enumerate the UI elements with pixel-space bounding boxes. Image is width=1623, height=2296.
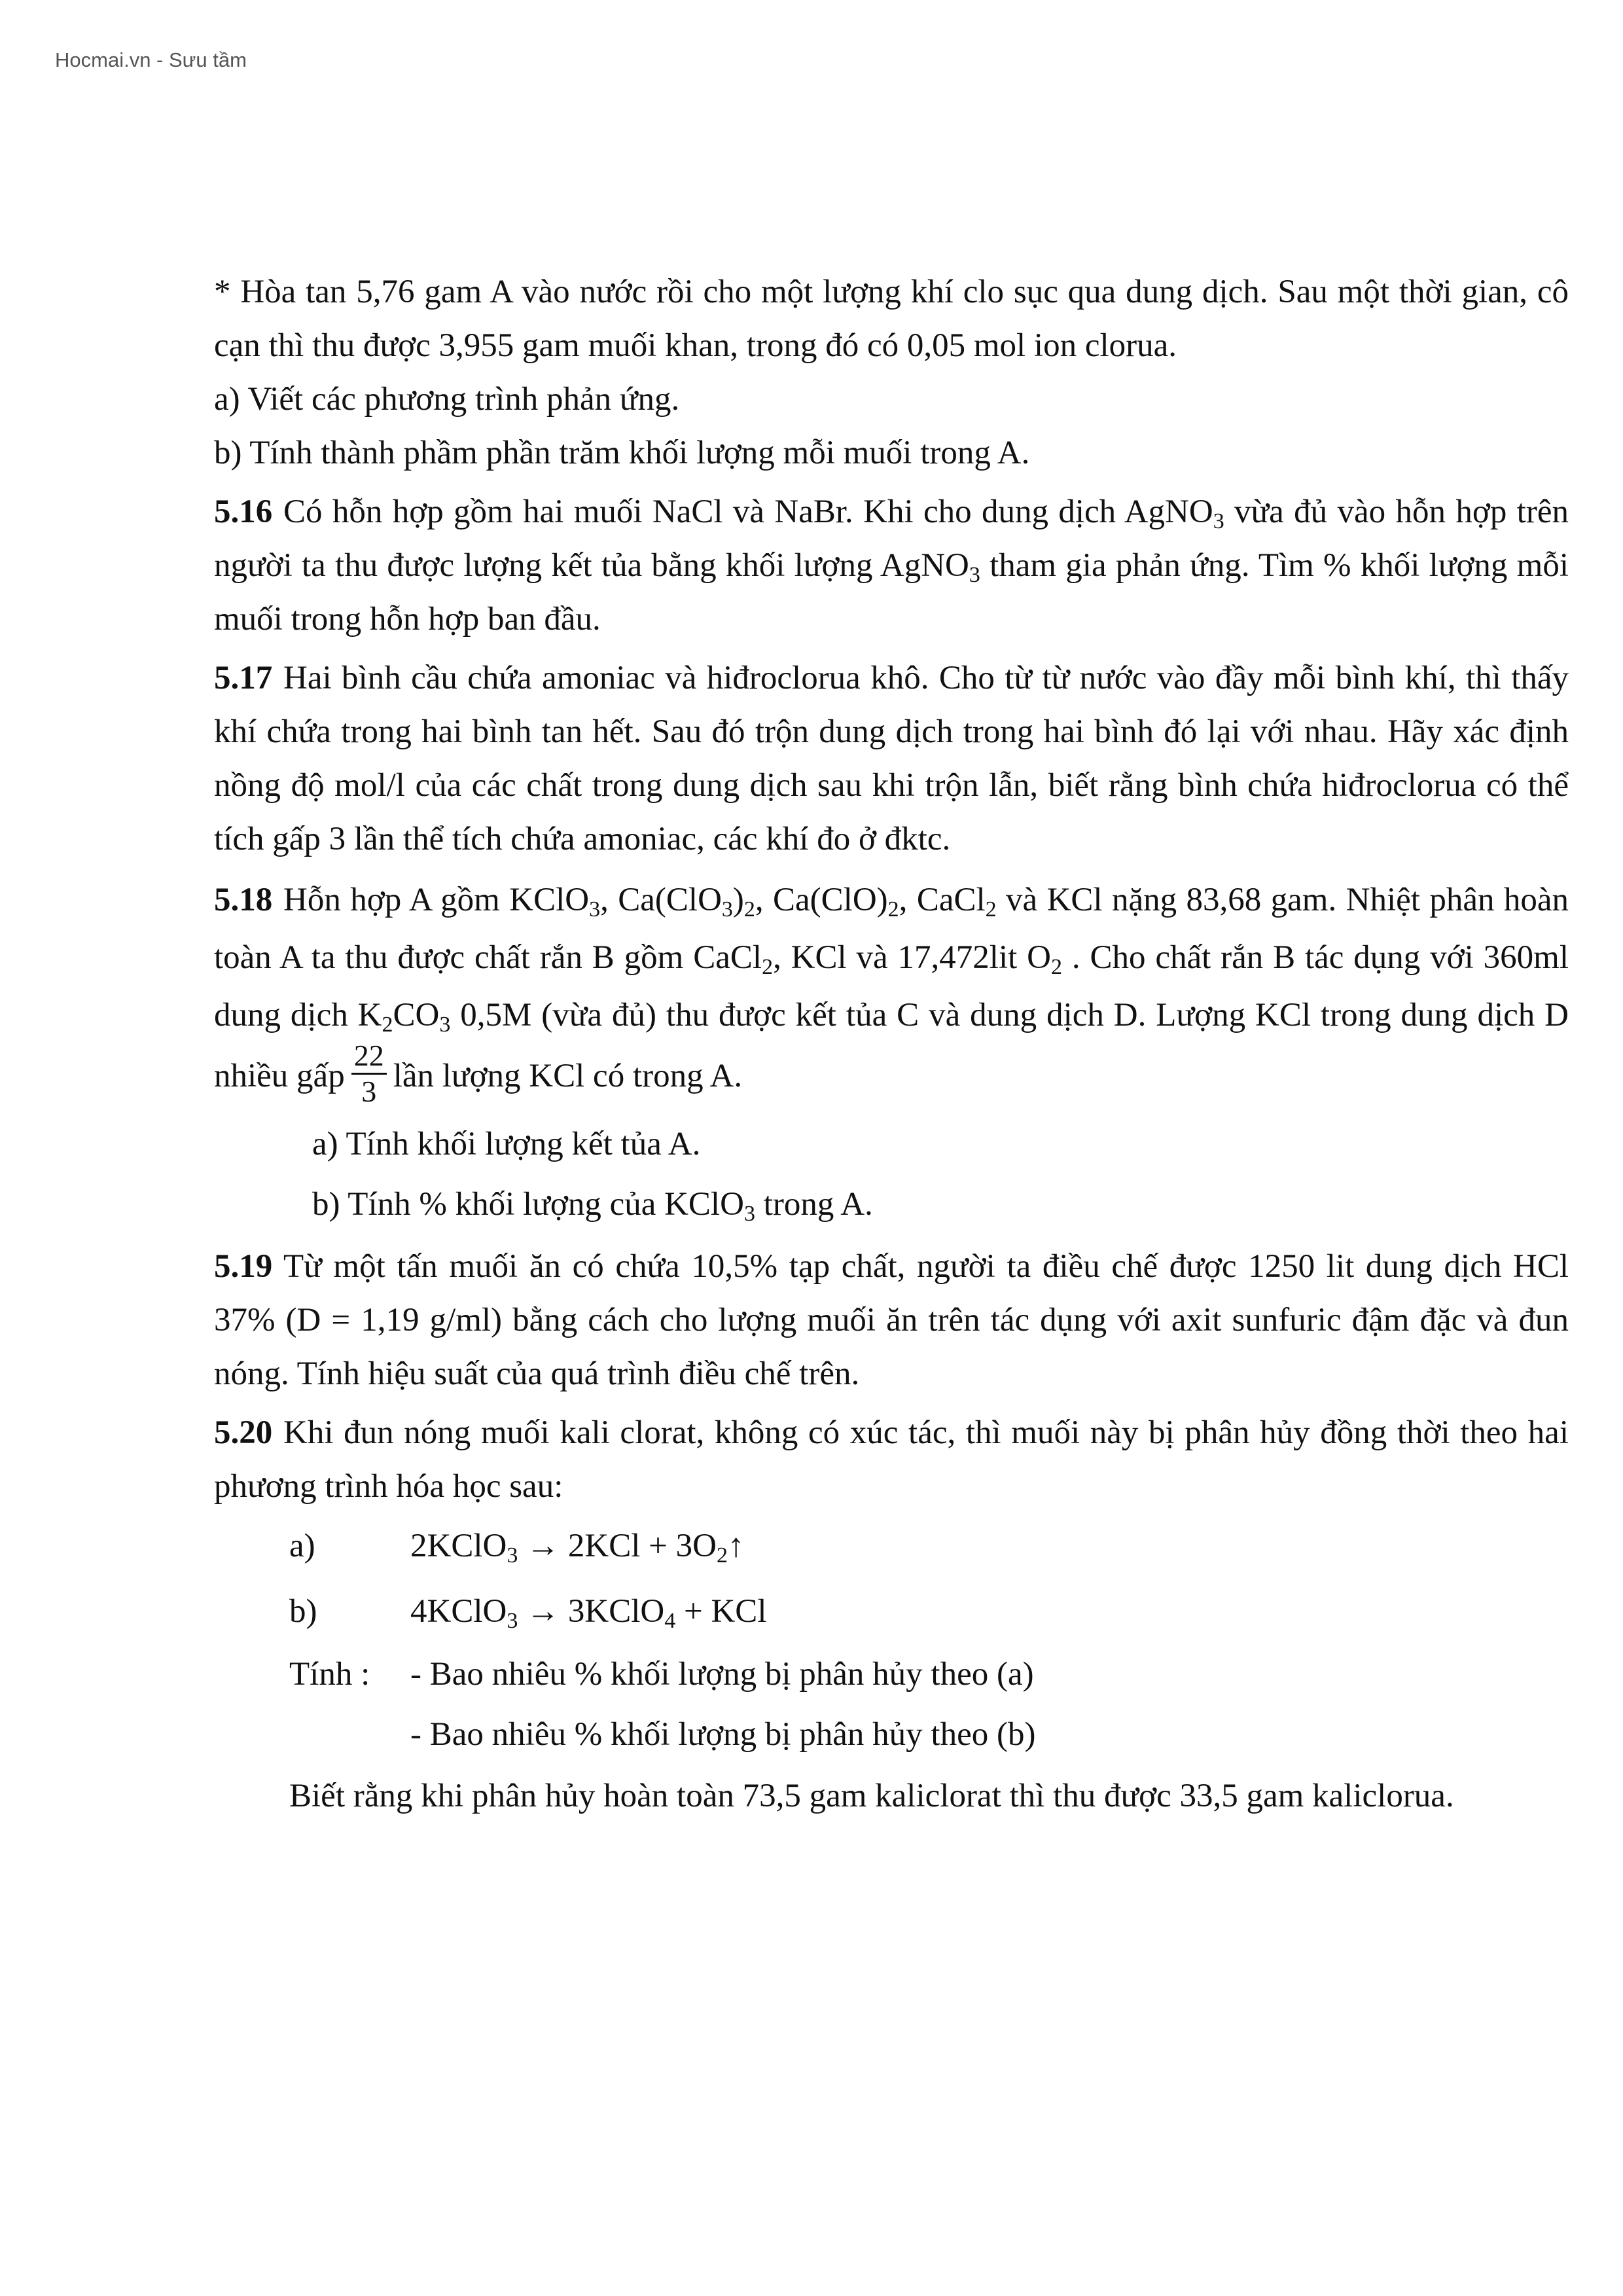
equation-b (214, 1579, 1569, 1644)
document-body (214, 265, 1569, 1827)
problem-5-18-question-a: a) Tính khối lượng kết tủa A. (312, 1126, 701, 1162)
problem-number: 5.19 (214, 1248, 273, 1285)
subscript: 4 (664, 1609, 676, 1633)
equation-a (214, 1513, 1569, 1579)
tinh-item-a: - Bao nhiêu % khối lượng bị phân hủy theo (a) (410, 1656, 1034, 1693)
problem-text: , CaCl (899, 882, 986, 918)
equation-label: b) (289, 1593, 317, 1630)
fraction-denominator: 3 (361, 1075, 377, 1108)
intro-question-b: b) Tính thành phầm phần trăm khối lượng mỗi muối trong A. (214, 435, 1030, 471)
final-note: Biết rằng khi phân hủy hoàn toàn 73,5 gam kaliclorat thì thu được 33,5 gam kaliclorua. (289, 1778, 1454, 1814)
subscript: 3 (589, 897, 601, 922)
subscript: 2 (382, 1013, 393, 1037)
equation-body (410, 1579, 767, 1644)
subscript: 2 (716, 1543, 728, 1568)
problem-number: 5.16 (214, 493, 273, 530)
problem-5-18-question-b (214, 1174, 1569, 1234)
intro-question-a: a) Viết các phương trình phản ứng. (214, 381, 680, 418)
fraction (351, 1039, 387, 1109)
tinh-row (214, 1644, 1569, 1704)
up-arrow-icon: ↑ (727, 1528, 745, 1564)
problem-text: Hỗn hợp A gồm KClO (283, 882, 590, 918)
problem-text: , KCl và 17,472lit O (773, 939, 1051, 976)
equation-text: 4KClO (410, 1593, 507, 1630)
problem-text: CO (393, 997, 440, 1033)
problem-text: Từ một tấn muối ăn có chứa 10,5% tạp chất, người ta điều chế được 1250 lit dung dịch HCl 37% (D = 1,19 g/ml) bằng cách cho lượng muối ăn trên tác dụng với axit sunfuric đậm đặc và đun nóng. Tính hiệu suất của quá trình điều chế trên. (214, 1248, 1569, 1392)
intro-paragraph: * Hòa tan 5,76 gam A vào nước rồi cho một lượng khí clo sục qua dung dịch. Sau một thời gian, cô cạn thì thu được 3,955 gam muối khan, trong đó có 0,05 mol ion clorua. (214, 274, 1569, 364)
question-text: trong A. (755, 1186, 873, 1223)
subscript: 3 (439, 1013, 451, 1037)
subscript: 3 (743, 1202, 755, 1226)
subscript: 3 (507, 1543, 518, 1568)
subscript: 3 (721, 897, 733, 922)
subscript: 2 (743, 897, 755, 922)
problem-text: . Cho chất rắn B tác dụng với 360ml dung dịch K (214, 939, 1569, 1033)
problem-text: , Ca(ClO (600, 882, 722, 918)
equation-text: → 2KCl + 3O (518, 1528, 717, 1564)
equation-text: → 3KClO (518, 1593, 665, 1630)
subscript: 2 (762, 955, 774, 979)
problem-5-19 (214, 1240, 1569, 1401)
problem-5-17 (214, 651, 1569, 866)
problem-number: 5.17 (214, 660, 273, 696)
problem-text: và KCl nặng 83,68 gam. Nhiệt phân hoàn toàn A ta thu được chất rắn B gồm CaCl (214, 882, 1569, 976)
problem-text: Có hỗn hợp gồm hai muối NaCl và NaBr. Khi cho dung dịch AgNO (283, 493, 1213, 530)
source-header: Hocmai.vn - Sưu tầm (55, 48, 247, 71)
subscript: 2 (985, 897, 997, 922)
question-text: b) Tính % khối lượng của KClO (312, 1186, 744, 1223)
problem-text: tham gia phản ứng. Tìm % khối lượng mỗi muối trong hỗn hợp ban đầu. (214, 547, 1569, 637)
problem-text: Hai bình cầu chứa amoniac và hiđroclorua khô. Cho từ từ nước vào đầy mỗi bình khí, thì thấy khí chứa trong hai bình tan hết. Sau đó trộn dung dịch trong hai bình đó lại với nhau. Hãy xác định nồng độ mol/l của các chất trong dung dịch sau khi trộn lẫn, biết rằng bình chứa hiđroclorua có thể tích gấp 3 lần thể tích chứa amoniac, các khí đo ở đktc. (214, 660, 1569, 857)
equation-label: a) (289, 1528, 315, 1564)
problem-5-18 (214, 871, 1569, 1114)
problem-5-16 (214, 485, 1569, 646)
problem-text: vừa đủ vào hỗn hợp trên người ta thu được lượng kết tủa bằng khối lượng AgNO (214, 493, 1569, 584)
equation-text: + KCl (675, 1593, 767, 1630)
equation-text: 2KClO (410, 1528, 507, 1564)
problem-text: lần lượng KCl có trong A. (393, 1058, 743, 1095)
problem-number: 5.20 (214, 1414, 273, 1451)
problem-text: Khi đun nóng muối kali clorat, không có xúc tác, thì muối này bị phân hủy đồng thời theo hai phương trình hóa học sau: (214, 1414, 1569, 1505)
subscript: 3 (1213, 509, 1224, 533)
subscript: 2 (887, 897, 899, 922)
equation-body (410, 1513, 744, 1579)
subscript: 3 (969, 563, 980, 587)
problem-number: 5.18 (214, 882, 273, 918)
tinh-label: Tính : (289, 1656, 370, 1693)
problem-text: , Ca(ClO) (755, 882, 888, 918)
subscript: 3 (507, 1609, 518, 1633)
subscript: 2 (1051, 955, 1062, 979)
problem-5-20 (214, 1406, 1569, 1513)
problem-text: 0,5M (vừa đủ) thu được kết tủa C và dung dịch D. Lượng KCl trong dung dịch D nhiều gấp (214, 997, 1569, 1095)
tinh-item-b: - Bao nhiêu % khối lượng bị phân hủy theo (b) (410, 1716, 1036, 1753)
problem-text: ) (732, 882, 744, 918)
fraction-numerator: 22 (351, 1039, 387, 1075)
